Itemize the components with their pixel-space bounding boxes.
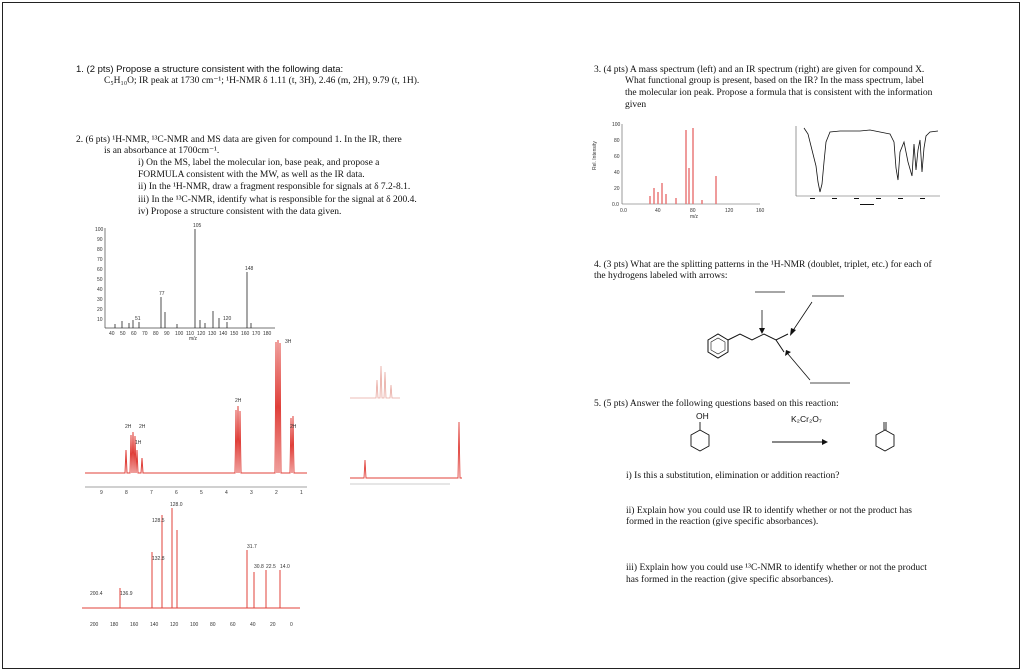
q2-part-ii: ii) In the ¹H-NMR, draw a fragment responsible for signals at δ 7.2-8.1. [138, 182, 411, 192]
reactant-oh-label: OH [696, 411, 709, 421]
cyclohexanol-ring [691, 430, 709, 451]
c-nmr-xtick: 100 [190, 622, 199, 628]
h-nmr-peak-label: 2H [139, 424, 146, 430]
h-nmr-xtick: 3 [250, 490, 253, 496]
ms-peak-label: 105 [193, 223, 202, 229]
q3-ms-xtick: 120 [725, 208, 734, 214]
reagent-label: K₂Cr₂O₇ [791, 414, 822, 424]
c-nmr-peak-label: 22.5 [266, 564, 276, 570]
c-nmr-xtick: 0 [290, 622, 293, 628]
h-nmr-peak-label: 3H [285, 339, 292, 345]
c-nmr-x-ticks [90, 622, 293, 628]
ms-xtick: 170 [252, 331, 261, 337]
ms-peak-label: 51 [135, 316, 141, 322]
q3-heading: 3. (4 pts) A mass spectrum (left) and an IR spectrum (right) are given for compound X. [594, 65, 925, 75]
q1-heading: 1. (2 pts) Propose a structure consistent with the following data: [76, 64, 344, 75]
ms-xtick: 40 [109, 331, 115, 337]
ms-ytick: 60 [97, 267, 103, 273]
h-nmr-xtick: 4 [225, 490, 228, 496]
q5-part-ii-b: formed in the reaction (give specific absorbances). [626, 517, 819, 527]
ms-peak-label: 148 [245, 266, 254, 272]
q2-part-i-b: FORMULA consistent with the MW, as well as the IR data. [138, 170, 365, 180]
h-nmr-xtick: 9 [100, 490, 103, 496]
q5-reaction-scheme [680, 420, 920, 460]
q5-heading: 5. (5 pts) Answer the following questions based on this reaction: [594, 399, 839, 409]
q3-line2: What functional group is present, based on the IR? In the mass spectrum, label [625, 76, 924, 86]
q3-ms-xtick: 40 [655, 208, 661, 214]
ms-ytick: 20 [97, 307, 103, 313]
c-nmr-xtick: 200 [90, 622, 99, 628]
ms-xtick: 140 [219, 331, 228, 337]
c-nmr-xtick: 40 [250, 622, 256, 628]
c-nmr-peak-label: 128.0 [170, 502, 183, 508]
ms-peaks [115, 229, 251, 328]
ms-xtick: 160 [241, 331, 250, 337]
q5-part-ii-a: ii) Explain how you could use IR to identify whether or not the product has [626, 506, 912, 516]
ms-ytick: 10 [97, 317, 103, 323]
q5-part-iii-a: iii) Explain how you could use ¹³C-NMR to identify whether or not the product [626, 563, 927, 573]
c-nmr-peak-label: 31.7 [247, 544, 257, 550]
q3-ms-ytick: 100 [612, 122, 621, 128]
c-nmr-xtick: 120 [170, 622, 179, 628]
h-nmr-xtick: 2 [275, 490, 278, 496]
c-nmr-xtick: 160 [130, 622, 139, 628]
inset-spectrum [350, 360, 450, 490]
arrow [788, 354, 810, 380]
q3-ms-ytick: 40 [614, 170, 620, 176]
q3-ms-y-label: Rel. Intensity [592, 141, 598, 170]
ms-peak-label: 77 [159, 291, 165, 297]
ms-y-ticks [95, 227, 104, 323]
h-nmr-x-ticks [100, 490, 303, 496]
h-nmr-peak-label: 1H [135, 440, 142, 446]
ms-ytick: 50 [97, 277, 103, 283]
q5-part-i: i) Is this a substitution, elimination or addition reaction? [626, 471, 840, 481]
q3-ms-xtick: 160 [756, 208, 765, 214]
ms-xtick: 90 [164, 331, 170, 337]
q2-part-iv: iv) Propose a structure consistent with the data given. [138, 207, 342, 217]
carbon-chain [728, 334, 788, 340]
ms-xtick: 80 [153, 331, 159, 337]
c-nmr-spectrum [82, 500, 302, 630]
h-nmr-peak-label: 2H [290, 424, 297, 430]
c-nmr-xtick: 80 [210, 622, 216, 628]
ms-ytick: 100 [95, 227, 104, 233]
q3-ms-y-ticks [612, 122, 621, 208]
ms-ytick: 90 [97, 237, 103, 243]
c-nmr-xtick: 60 [230, 622, 236, 628]
q3-line3: the molecular ion peak. Propose a formula that is consistent with the information [625, 88, 933, 98]
ms-ytick: 70 [97, 257, 103, 263]
q4-molecule-structure [700, 288, 860, 388]
q4-heading: 4. (3 pts) What are the splitting patterns in the ¹H-NMR (doublet, triplet, etc.) for each of [594, 260, 932, 270]
c-nmr-peak-label: 200.4 [90, 591, 103, 597]
q3-ms-x-label: m/z [690, 214, 699, 220]
h-nmr-xtick: 5 [200, 490, 203, 496]
ms-spectrum [95, 224, 285, 344]
c-nmr-peak-label: 14.0 [280, 564, 290, 570]
q3-mass-spectrum [590, 118, 770, 220]
ms-xtick: 120 [197, 331, 206, 337]
ms-ytick: 80 [97, 247, 103, 253]
q3-ms-xtick: 0.0 [620, 208, 627, 214]
h-nmr-xtick: 1 [300, 490, 303, 496]
h-nmr-peak-label: 2H [235, 398, 242, 404]
c-nmr-peak-label: 132.8 [152, 556, 165, 562]
q3-ms-peaks [650, 128, 716, 204]
h-nmr-spectrum [85, 340, 307, 500]
c-nmr-peak-label: 128.5 [152, 518, 165, 524]
q3-line4: given [625, 100, 647, 110]
ms-xtick: 50 [120, 331, 126, 337]
h-nmr-peak-label: 2H [125, 424, 132, 430]
c-nmr-xtick: 140 [150, 622, 159, 628]
ms-xtick: 180 [263, 331, 272, 337]
ms-xtick: 130 [208, 331, 217, 337]
q5-part-iii-b: has formed in the reaction (give specific absorbances). [626, 575, 834, 585]
ms-ytick: 40 [97, 287, 103, 293]
ms-xtick: 110 [186, 331, 194, 337]
ms-ytick: 30 [97, 297, 103, 303]
q3-ms-ytick: 80 [614, 138, 620, 144]
q3-ir-spectrum [790, 122, 945, 217]
ms-peak-label: 120 [223, 316, 232, 322]
ms-xtick: 60 [131, 331, 137, 337]
q2-part-iii: iii) In the ¹³C-NMR, identify what is responsible for the signal at δ 200.4. [138, 195, 417, 205]
h-nmr-xtick: 7 [150, 490, 153, 496]
ms-xtick: 150 [230, 331, 239, 337]
q3-ms-ytick: 0.0 [612, 202, 619, 208]
arrow [792, 302, 812, 332]
q1-data: C₅H₁₀O; IR peak at 1730 cm⁻¹; ¹H-NMR δ 1.11 (t, 3H), 2.46 (m, 2H), 9.79 (t, 1H). [104, 76, 420, 86]
cyclohexanone-ring [876, 430, 894, 451]
q4-line2: the hydrogens labeled with arrows: [594, 271, 728, 281]
q2-line2: is an absorbance at 1700cm⁻¹. [104, 146, 220, 156]
q3-ms-ytick: 20 [614, 186, 620, 192]
q2-part-i-a: i) On the MS, label the molecular ion, base peak, and propose a [138, 158, 380, 168]
ms-xtick: 70 [142, 331, 148, 337]
q3-ms-xtick: 80 [690, 208, 696, 214]
c-nmr-peak-label: 136.9 [120, 591, 133, 597]
q2-heading: 2. (6 pts) ¹H-NMR, ¹³C-NMR and MS data are given for compound 1. In the IR, there [76, 135, 402, 145]
c-nmr-peak-label: 30.8 [254, 564, 264, 570]
c-nmr-xtick: 180 [110, 622, 119, 628]
ms-xtick: 100 [175, 331, 184, 337]
ms-x-label: m/z [189, 336, 198, 342]
h-nmr-xtick: 8 [125, 490, 128, 496]
q3-ms-ytick: 60 [614, 154, 620, 160]
c-nmr-xtick: 20 [270, 622, 276, 628]
h-nmr-xtick: 6 [175, 490, 178, 496]
